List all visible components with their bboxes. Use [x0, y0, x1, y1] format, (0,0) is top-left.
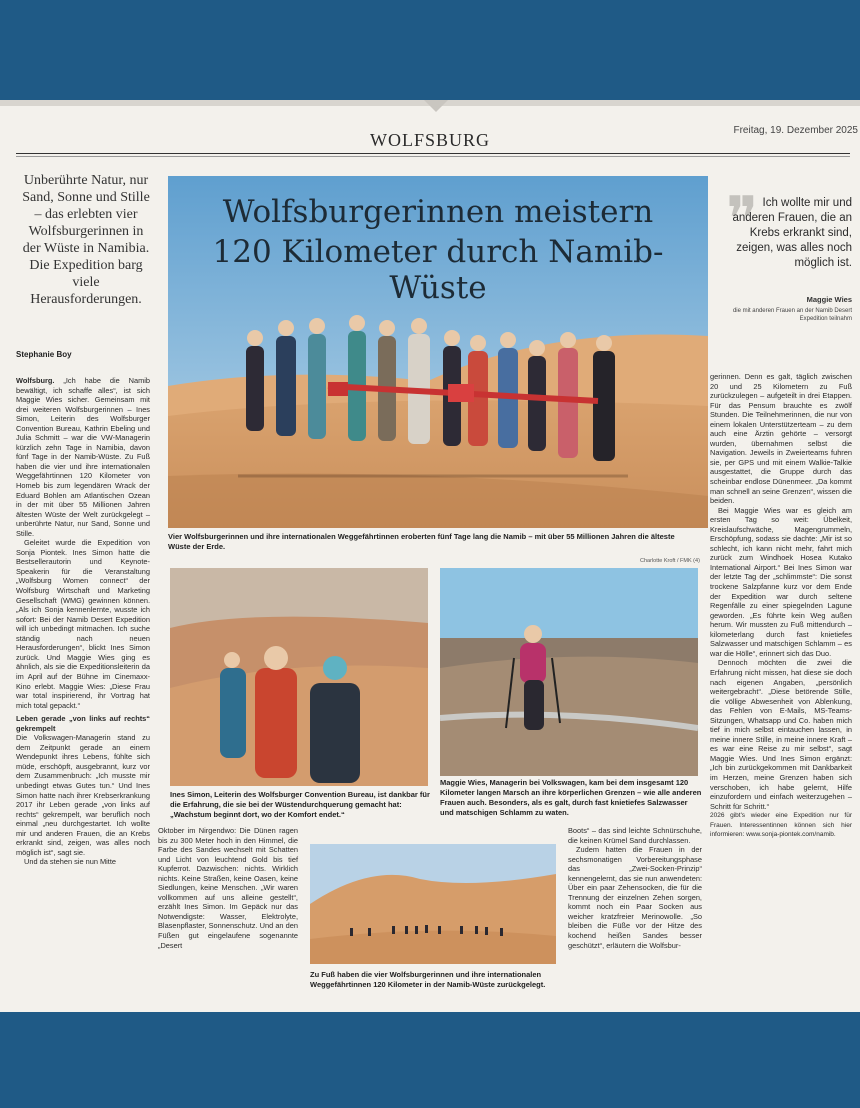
paragraph: gerinnen. Denn es galt, täglich zwischen 20 und 25 Kilometern zu Fuß zurückzulegen – aufgeteilt in drei Etappen. Für das Pensum brauchte es zwölf Stunden. Die Teilnehmerinnen, die nur von einem lokalen Unterstützerteam – zu dem auch eine Ärztin gehörte – versorgt wurden, übernahmen selbst die Navigation. Jeweils in Zweierteams fuhren sie, per GPS und mit einem Walkie-Talkie ausgestattet, die Gruppe durch das scheinbar endlose Dünenmeer. „Da kommt man schnell an seine Grenzen“, wissen die beiden.	[710, 372, 852, 506]
paragraph: Dennoch möchten die zwei die Erfahrung nicht missen, hat diese sie doch nach eigenen Angaben, „persönlich weitergebracht“. „Diese betörende Stille, die völlige Abwesenheit von Ablenkung, das Fehlen von E-Mails, MS-Teams-Sitzungen, Whatsapp und Co. haben mich tief in mich selbst eintauchen lassen, in meine innere Stille, in meine innere Kraft – es war eine Reise zu mir selbst“, sagt Maggie Wies. Und Ines Simon ergänzt: „Ich bin zurückgekommen mit Dankbarkeit im Herzen, meine Grenzen haben sich verschoben, ich habe gelernt, Hilfe einzufordern und einfach weiterzugehen – Schritt für Schritt.“	[710, 658, 852, 811]
paragraph: Und da stehen sie nun Mitte	[24, 857, 117, 867]
ines-photo	[170, 568, 428, 786]
hikers-line-image	[310, 844, 556, 964]
page-notch	[424, 100, 448, 112]
header-rule-thin	[16, 156, 850, 157]
quote-author-role: die mit anderen Frauen an der Namib Desert Expedition teilnahm	[732, 308, 852, 322]
issue-date: Freitag, 19. Dezember 2025	[733, 125, 858, 136]
paragraph: Boots“ – das sind leichte Schnürschuhe, die keinen Krümel Sand durchlassen.	[568, 826, 702, 845]
article-headline-line-1: Wolfsburgerinnen meistern	[222, 194, 654, 230]
dateline: Wolfsburg.	[16, 376, 55, 385]
article-headline-line-2: 120 Kilometer durch Namib-Wüste	[212, 234, 664, 306]
ines-photo-caption: Ines Simon, Leiterin des Wolfsburger Convention Bureau, ist dankbar für die Erfahrung, die sie bei der Wüstendurchquerung gemacht hat: „Wachstum beginnt dort, wo der Komfort endet.“	[170, 790, 430, 819]
article-column-2	[158, 826, 298, 1006]
photo-credit: Charlotte Kroft / FMK (4)	[640, 558, 700, 564]
group-photo	[310, 844, 556, 964]
pull-quote: Ich wollte mir und anderen Frauen, die an Krebs erkrankt sind, zeigen, was alles noch möglich ist.	[732, 197, 852, 269]
article-column-4	[710, 372, 852, 1008]
paragraph: Zudem hatten die Frauen in der sechsmonatigen Vorbereitungsphase das „Zwei-Socken-Prinzip“ kennengelernt, das sie nun anwendeten: Über ein paar Zehensocken, die für die Trennung der einzelnen Zehen sorgen, kommt noch ein Paar Socken aus weicher kratzfreier Merinowolle. „So bleiben die Füße vor der Hitze des kochend heißen Sandes besser geschützt“, erläutern die Wolfsbur-	[568, 845, 702, 950]
main-photo	[168, 176, 708, 528]
paragraph: Oktober im Nirgendwo: Die Dünen ragen bis zu 300 Meter hoch in den Himmel, die Farbe des Sandes wechselt mit Schatten und Licht von leuchtend Gold bis tief Kupferrot. Dazwischen: nichts. Wirklich nichts. Keine Straßen, keine Oasen, keine Siedlungen, keine Menschen. „Wir waren vollkommen auf uns alleine gestellt“, erzählt Ines Simon. Im Gepäck nur das Notwendigste: Wasser, Elektrolyte, Blasenpflaster, Sonnenschutz. Und an den Füßen gut eingelaufene sogenannte „Desert	[158, 826, 298, 950]
intro-teaser: Unberührte Natur, nur Sand, Sonne und Stille – das erlebten vier Wolfsburgerinnen in der Wüste in Namibia. Die Expedition barg viele Herausforderungen.	[22, 173, 150, 307]
header-rule	[16, 153, 850, 154]
paragraph: Geleitet wurde die Expedition von Sonja Piontek. Ines Simon hatte die Bestsellerautorin und Keynote-Speakerin für die Veranstaltung „Wolfsburg Women connect“ der Wolfsburg Wirtschaft und Marketing Gesellschaft (WMG) gewinnen können. „Als ich Sonja kennenlernte, wusste ich sofort: Bei der Namib Desert Expedition will ich unbedingt mitmachen. Ich suche ständig nach neuen Herausforderungen“, blickt Ines Simon zurück. Und Maggie Wies ging es ähnlich, als sie die Expeditionsleiterin da im April auf der Bühne im Cinemaxx-Kino erlebt. Maggie Wies: „Diese Frau war total inspirierend, ihr Vortrag hat mich total gepackt.“	[16, 538, 150, 710]
subheading: Leben gerade „von links auf rechts“ gekrempelt	[16, 714, 150, 733]
hikers-dune-image	[170, 568, 428, 786]
paragraph: „Ich habe die Namib bewältigt, ich schaffe alles“, ist sich Maggie Wies sicher. Gemeinsam mit drei weiteren Wolfsburgerinnen – Ines Simon, Leiterin des Wolfsburger Convention Bureau, Kathrin Ebeling und Julia Schmitt – war die VW-Managerin kürzlich zehn Tage in Namibia, davon fünf Tage in der Namib-Wüste. Zu Fuß haben die vier und ihre internationalen Weggefährtinnen 120 Kilometer von Homeb bis zum legendären Wrack der Eduard Bohlen am Atlantischen Ozean in der mit über 55 Millionen Jahren ältesten Wüste der Welt zurückgelegt – unberührte Natur, nur Sand, Sonne und Stille.	[16, 376, 150, 538]
newspaper-page	[0, 100, 860, 1012]
section-title: WOLFSBURG	[369, 130, 490, 150]
group-photo-caption: Zu Fuß haben die vier Wolfsburgerinnen und ihre internationalen Weggefährtinnen 120 Kilometer in der Namib-Wüste zurückgelegt.	[310, 970, 546, 989]
quote-author: Maggie Wies	[806, 295, 852, 304]
maggie-photo	[440, 568, 698, 776]
quote-mark-icon: ❞	[726, 184, 759, 254]
main-photo-caption: Vier Wolfsburgerinnen und ihre internationalen Weggefährtinnen eroberten fünf Tage lang die Namib – mit über 55 Millionen Jahren die älteste Wüste der Erde.	[168, 532, 675, 551]
paragraph: Die Volkswagen-Managerin stand zu dem Zeitpunkt gerade an einem Wendepunkt ihres Lebens, fühlte sich müde, erschöpft, ausgebrannt, kurz vor dem Zusammenbruch: „Ich musste mir unbedingt etwas Gutes tun.“ Und Ines Simon hatte nach ihrer Krebserkrankung 2017 ihr Leben gerade „von links auf rechts“ gekrempelt, war beruflich noch einmal „neu durchgestartet. Ich wollte mir und anderen Frauen, die an Krebs erkrankt sind, zeigen, was alles noch möglich ist“, sagt sie.	[16, 733, 150, 857]
author-byline: Stephanie Boy	[16, 350, 72, 359]
info-note: 2026 gibt's wieder eine Expedition nur für Frauen. Interessentinnen können sich hier informieren: www.sonja-piontek.com/namib.	[710, 812, 852, 839]
salt-lagoon-image	[440, 568, 698, 776]
article-column-1	[16, 376, 150, 1000]
paragraph: Bei Maggie Wies war es gleich am ersten Tag so weit: Übelkeit, Kreislaufschwäche, Magengrummeln, Erschöpfung, sodass sie dachte: „Mir ist so schlecht, ich kann nicht mehr, fahrt mich zurück zum Windhoek Hosea Kutako International Airport.“ Bei Ines Simon war der letzte Tag der „schlimmste“: Die sonst trockene Salzpfanne kurz vor dem Ende der Expedition war durch seltene Regenfälle zu einer spiegelnden Lagune geworden. „Es führte kein Weg außen herum. Wir mussten zu Fuß mittendurch – kilometerlang durch fast knietiefes Salzwasser und matschigen Schlamm – es war die Hölle“, erinnert sich das Duo.	[710, 505, 852, 658]
article-column-3	[568, 826, 702, 1006]
maggie-photo-caption: Maggie Wies, Managerin bei Volkswagen, kam bei dem insgesamt 120 Kilometer langen Marsch an ihre körperlichen Grenzen – wie alle anderen Frauen auch. Besonders, als es galt, durch fast knietiefes Salzwasser und matschigen Schlamm zu waten.	[440, 778, 702, 817]
